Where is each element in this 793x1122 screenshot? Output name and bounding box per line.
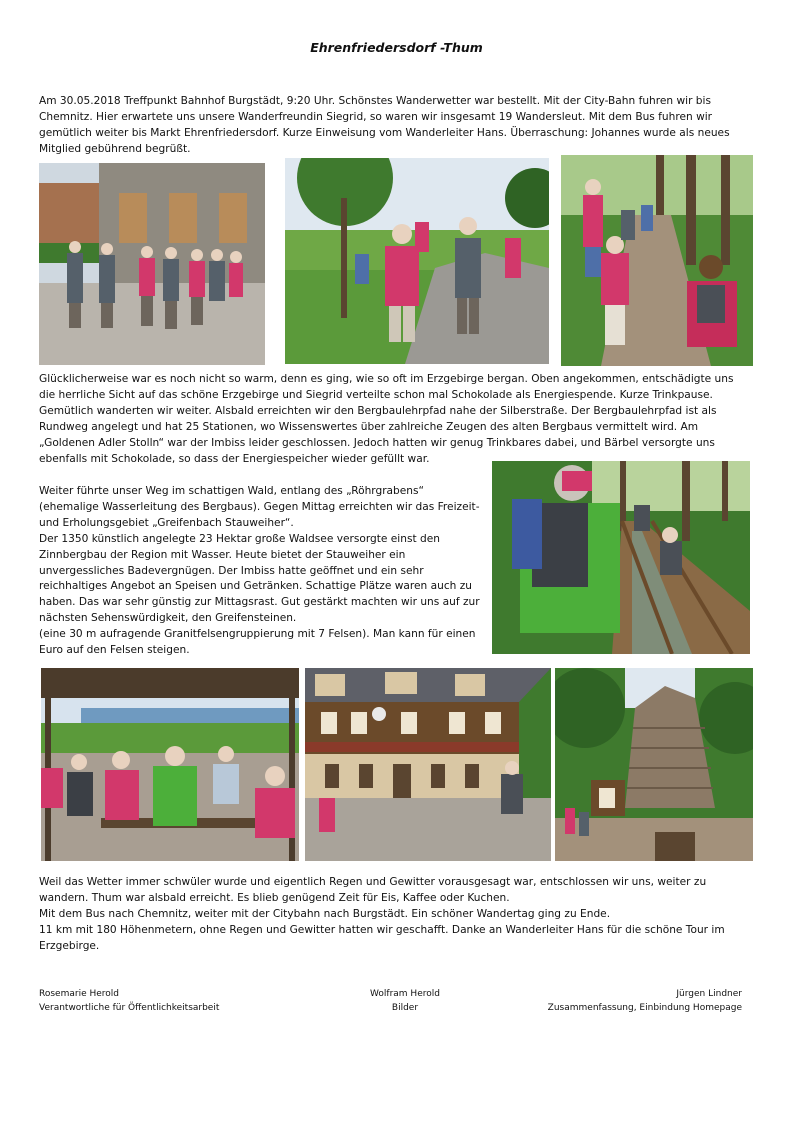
- photo-greifensteine-rocks: [555, 668, 753, 861]
- text-line: Chemnitz. Hier erwartete uns unsere Wanderfreundin Siegrid, so waren wir insgesamt 19 Wandersleut. Mit dem Bus fuhren wir: [39, 110, 713, 123]
- paragraph-ascent: [39, 372, 759, 467]
- text-line: Glücklicherweise war es noch nicht so warm, denn es ging, wie so oft im Erzgebirge bergan. Oben angekommen, entschädigte uns: [39, 373, 734, 385]
- text-line: Am 30.05.2018 Treffpunkt Bahnhof Burgstädt, 9:20 Uhr. Schönstes Wanderwetter war bestellt. Mit der City-Bahn fuhren wir bis: [39, 95, 711, 107]
- signature-name: Rosemarie Herold: [39, 989, 119, 999]
- photo-group-at-station: [39, 163, 265, 365]
- text-line: Euro auf den Felsen steigen.: [39, 644, 190, 657]
- text-line: Mit dem Bus nach Chemnitz, weiter mit der Citybahn nach Burgstädt. Ein schöner Wandertag ging zu Ende.: [39, 907, 611, 920]
- photo-water-channel: [492, 461, 750, 654]
- text-line: und Erholungsgebiet „Greifenbach Stauweiher“.: [39, 516, 294, 529]
- photo-hikers-on-road: [285, 158, 549, 364]
- text-line: Mitglied gebührend begrüßt.: [39, 142, 191, 155]
- text-line: ebenfalls mit Schokolade, so dass der Energiespeicher wieder gefüllt war.: [39, 452, 430, 465]
- paragraph-roehrgraben: [39, 484, 494, 659]
- signature-juergen: [520, 987, 742, 1015]
- text-line: (ehemalige Wasserleitung des Bergbaus). Gegen Mittag erreichten wir das Freizeit-: [39, 500, 480, 513]
- signature-name: Jürgen Lindner: [676, 989, 742, 999]
- text-line: Zinnbergbau der Region mit Wasser. Heute bietet der Stauweiher ein: [39, 548, 406, 561]
- text-line: Rundweg angelegt und hat 25 Stationen, wo Wissenswertes über zahlreiche Zeugen des alten Bergbaus vermittelt wird. Am: [39, 420, 699, 433]
- signature-role: Bilder: [391, 1003, 419, 1013]
- photo-forest-path: [561, 155, 753, 366]
- text-line: Weil das Wetter immer schwüler wurde und eigentlich Regen und Gewitter vorausgesagt war, entschlossen wir uns, weiter zu: [39, 876, 707, 888]
- text-line: wandern. Thum war alsbald erreicht. Es blieb genügend Zeit für Eis, Kaffee oder Kuchen.: [39, 891, 510, 904]
- signature-wolfram: [340, 987, 470, 1015]
- text-line: Erzgebirge.: [39, 939, 100, 952]
- text-line: 11 km mit 180 Höhenmetern, ohne Regen und Gewitter hatten wir geschafft. Danke an Wanderleiter Hans für die schöne Tour im: [39, 923, 725, 936]
- paragraph-end: [39, 875, 759, 955]
- text-line: haben. Das war sehr günstig zur Mittagsrast. Gut gestärkt machten wir uns auf zur: [39, 596, 480, 609]
- signature-role: Zusammenfassung, Einbindung Homepage: [547, 1003, 742, 1013]
- text-line: „Goldenen Adler Stolln“ war der Imbiss leider geschlossen. Jedoch hatten wir genug Trinkbares dabei, und Bärbel versorgte uns: [39, 436, 715, 449]
- text-line: nächsten Sehenswürdigkeit, den Greifensteinen.: [39, 612, 297, 625]
- signature-rosemarie: [39, 987, 219, 1015]
- text-line: (eine 30 m aufragende Granitfelsengruppierung mit 7 Felsen). Man kann für einen: [39, 628, 476, 641]
- paragraph-intro: [39, 94, 759, 158]
- page-title: Ehrenfriedersdorf -Thum: [310, 40, 483, 55]
- signature-name: Wolfram Herold: [370, 989, 440, 999]
- text-line: Gemütlich wanderten wir weiter. Alsbald erreichten wir den Bergbaulehrpfad nahe der Silberstraße. Der Bergbaulehrpfad ist als: [39, 404, 717, 417]
- photo-timber-house: [305, 668, 551, 861]
- text-line: die herrliche Sicht auf das schöne Erzgebirge und Siegrid verteilte schon mal Schokolade als Energiespende. Kurze Trinkpause.: [39, 388, 713, 401]
- text-line: reichhaltiges Angebot an Speisen und Getränken. Schattige Plätze waren auch zu: [39, 580, 473, 593]
- text-line: Weiter führte unser Weg im schattigen Wald, entlang des „Röhrgrabens“: [39, 485, 425, 497]
- text-line: Der 1350 künstlich angelegte 23 Hektar große Waldsee versorgte einst den: [39, 532, 440, 545]
- text-line: gemütlich weiter bis Markt Ehrenfriedersdorf. Kurze Einweisung vom Wanderleiter Hans. Überraschung: Johannes wurde als neues: [39, 126, 730, 139]
- signature-role: Verantwortliche für Öffentlichkeitsarbeit: [39, 1003, 220, 1013]
- photo-lunch-rest: [41, 668, 299, 861]
- text-line: unvergessliches Badevergnügen. Der Imbiss hatte geöffnet und ein sehr: [39, 564, 424, 577]
